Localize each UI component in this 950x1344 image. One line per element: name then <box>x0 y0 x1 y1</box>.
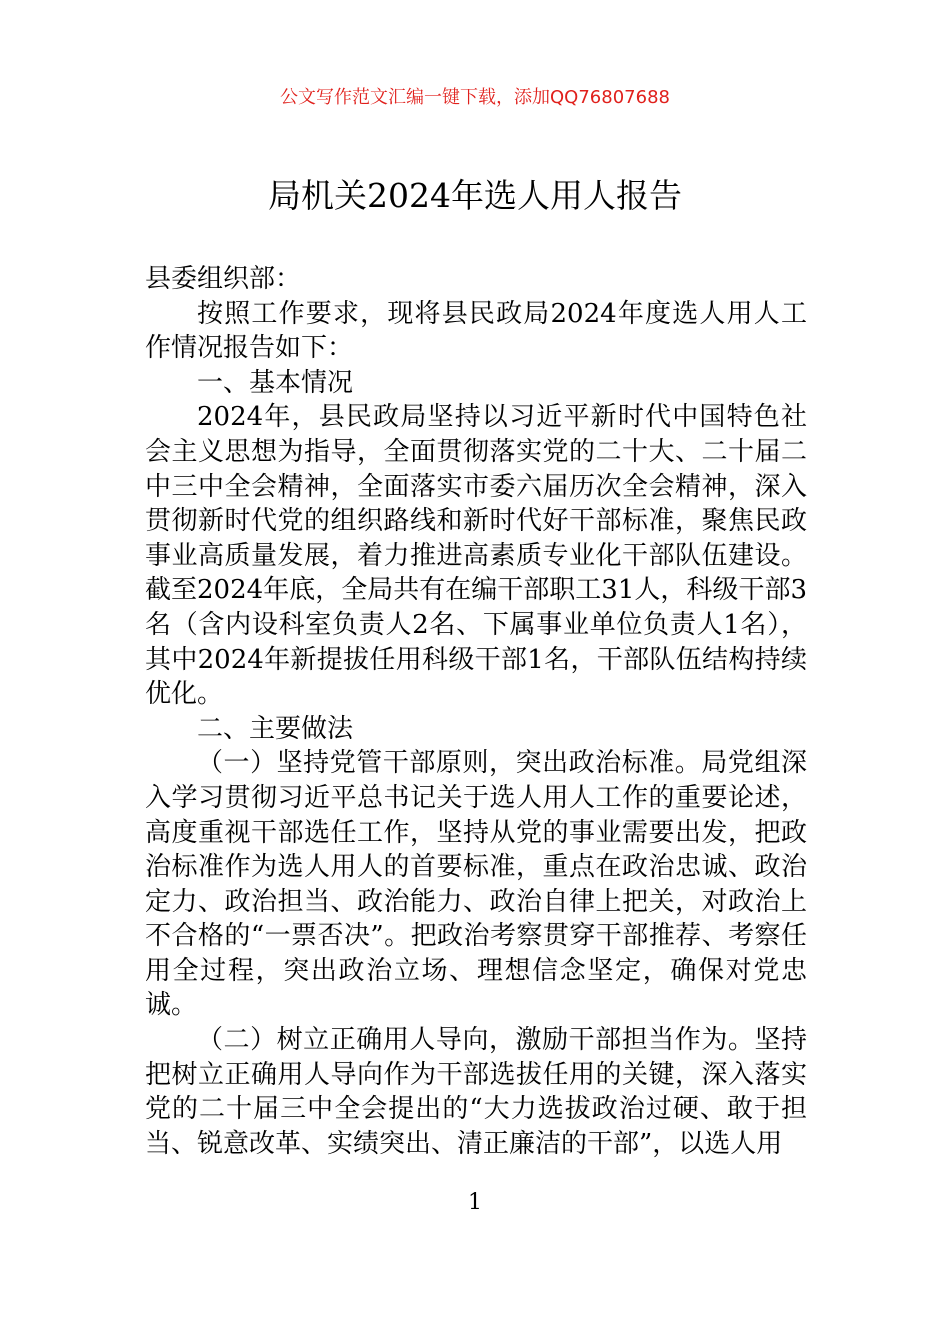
document-title: 局机关2024年选人用人报告 <box>268 176 682 215</box>
download-banner: 公文写作范文汇编一键下载，添加QQ76807688 <box>280 87 670 108</box>
salutation: 县委组织部： <box>145 264 302 294</box>
document-body <box>145 262 807 1161</box>
basic-situation-paragraph: 2024年，县民政局坚持以习近平新时代中国特色社会主义思想为指导，全面贯彻落实党的二十大、二十届二中三中全会精神，全面落实市委六届历次全会精神，深入贯彻新时代党的组织路线和新时代好干部标准，聚焦民政事业高质量发展，着力推进高素质专业化干部队伍建设。截至2024年底，全局共有在编干部职工31人，科级干部3名（含内设科室负责人2名、下属事业单位负责人1名），其中2024年新提拔任用科级干部1名，干部队伍结构持续优化。 <box>145 402 807 710</box>
page-number: 1 <box>468 1190 482 1215</box>
practice-paragraph-2: （二）树立正确用人导向，激励干部担当作为。坚持把树立正确用人导向作为干部选拔任用的关键，深入落实党的二十届三中全会提出的“大力选拔政治过硬、敢于担当、锐意改革、实绩突出、清正廉洁的干部”，以选人用 <box>145 1025 807 1159</box>
practice-paragraph-1: （一）坚持党管干部原则，突出政治标准。局党组深入学习贯彻习近平总书记关于选人用人工作的重要论述，高度重视干部选任工作，坚持从党的事业需要出发，把政治标准作为选人用人的首要标准，重点在政治忠诚、政治定力、政治担当、政治能力、政治自律上把关，对政治上不合格的“一票否决”。把政治考察贯穿干部推荐、考察任用全过程，突出政治立场、理想信念坚定，确保对党忠诚。 <box>145 748 807 1021</box>
section-heading-practices: 二、主要做法 <box>197 713 354 744</box>
intro-paragraph: 按照工作要求，现将县民政局2024年度选人用人工作情况报告如下： <box>145 298 807 364</box>
section-heading-basic: 一、基本情况 <box>197 367 354 398</box>
